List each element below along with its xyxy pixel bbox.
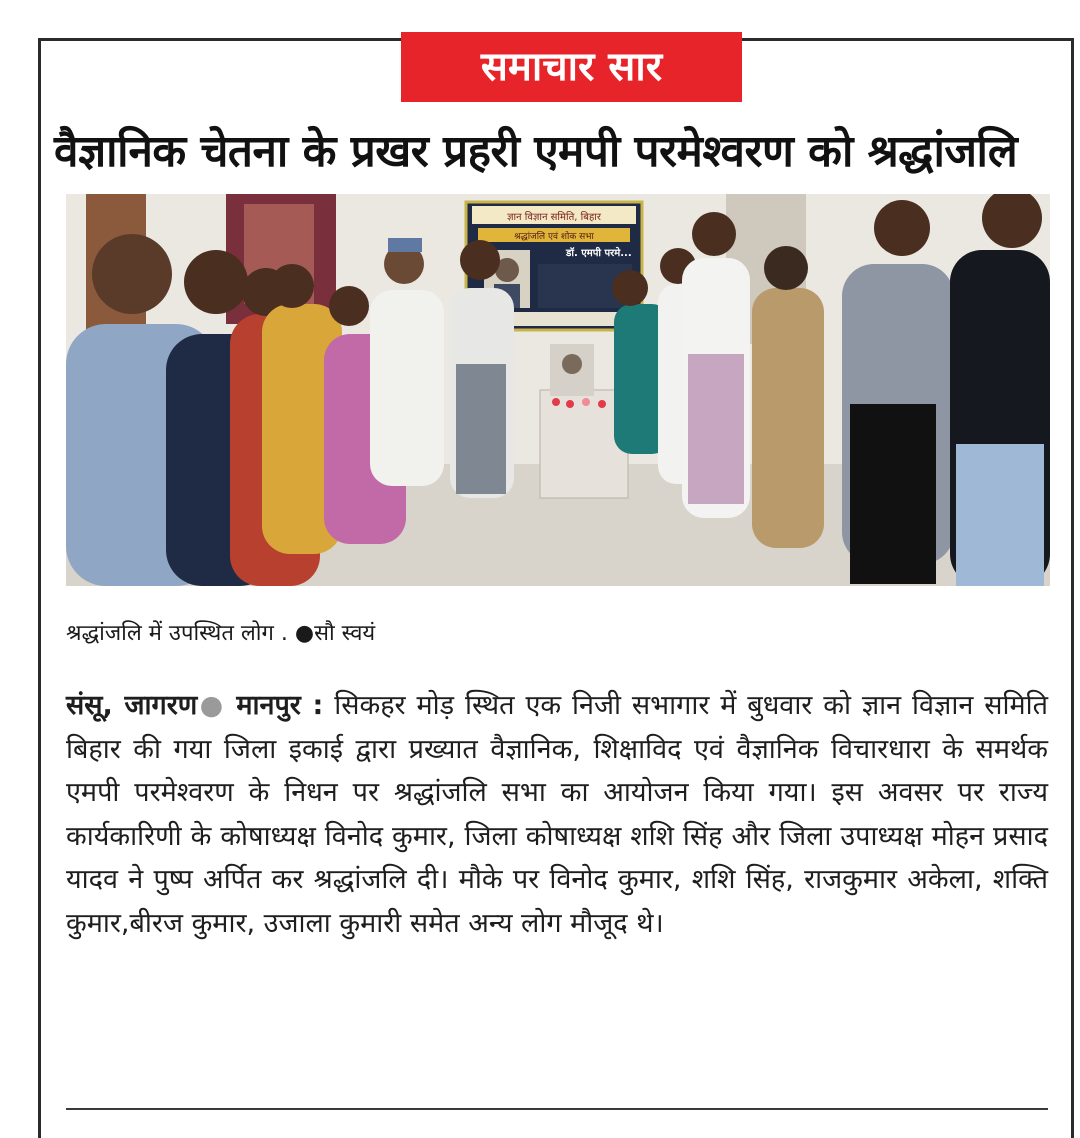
headline: वैज्ञानिक चेतना के प्रखर प्रहरी एमपी परमेश्वरण को श्रद्धांजलि (54, 126, 1018, 177)
photo-caption: श्रद्धांजलि में उपस्थित लोग . ●सौ स्वयं (66, 621, 376, 646)
bottom-rule (66, 1108, 1048, 1110)
dateline: संसू, जागरण (66, 690, 198, 721)
news-photo (66, 194, 1050, 586)
article-text: सिकहर मोड़ स्थित एक निजी सभागार में बुधवार को ज्ञान विज्ञान समिति बिहार की गया जिला इकाई द्वारा प्रख्यात वैज्ञानिक, शिक्षाविद एवं वैज्ञानिक विचारधारा के समर्थक एमपी परमेश्वरण के निधन पर श्रद्धांजलि सभा का आयोजन किया गया। इस अवसर पर राज्य कार्यकारिणी के कोषाध्यक्ष विनोद कुमार, जिला कोषाध्यक्ष शशि सिंह और जिला उपाध्यक्ष मोहन प्रसाद यादव ने पुष्प अर्पित कर श्रद्धांजलि दी। मौके पर विनोद कुमार, शशि सिंह, राजकुमार अकेला, शक्ति कुमार,बीरज कुमार, उजाला कुमारी समेत अन्य लोग मौजूद थे। (66, 690, 1048, 939)
article-body (66, 684, 1048, 945)
banner-line-2: श्रद्धांजलि एवं शोक सभा (514, 232, 594, 242)
section-tag: समाचार सार (401, 32, 742, 102)
location: मानपुर : (236, 690, 324, 721)
banner-line-1: ज्ञान विज्ञान समिति, बिहार (507, 212, 601, 223)
banner-line-3: डॉ. एमपी परमे... (566, 248, 632, 259)
dateline-bullet: ● (197, 690, 226, 721)
